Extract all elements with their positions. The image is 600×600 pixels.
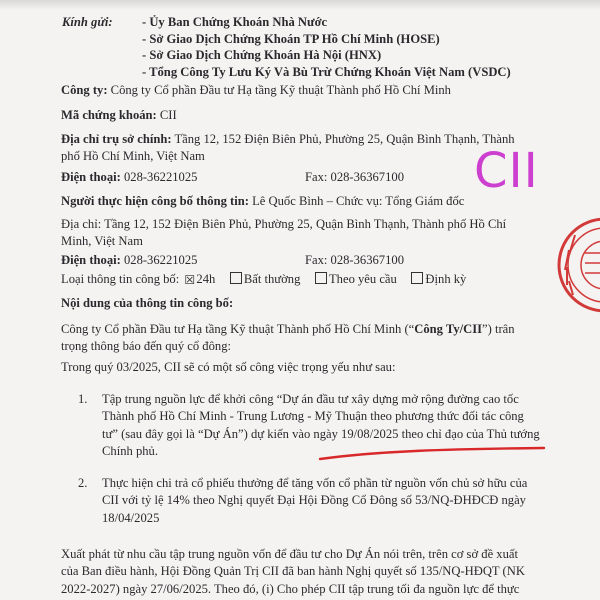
item-2	[78, 475, 580, 527]
item-2-line-3: 18/04/2025	[102, 510, 160, 525]
company-label: Công ty:	[61, 83, 108, 97]
intro-line1-a: Công ty Cổ phần Đầu tư Hạ tầng Kỹ thuật Thành phố Hồ Chí Minh (“	[61, 322, 415, 336]
item-1-line-3: tư” (sau đây gọi là “Dự Án”) dự kiến vào ngày 19/08/2025 theo chỉ đạo của Thủ tướng	[102, 426, 540, 441]
closing-paragraph	[61, 546, 578, 598]
recipient-1: - Ủy Ban Chứng Khoán Nhà Nước	[142, 15, 328, 29]
company-line	[61, 82, 578, 99]
discloser-address-line1: Địa chỉ: Tầng 12, 152 Điện Biên Phủ, Phường 25, Quận Bình Thạnh, Thành phố Hồ Chí	[61, 217, 507, 231]
company-seal-icon	[555, 215, 600, 315]
recipient-4: - Tổng Công Ty Lưu Ký Và Bù Trừ Chứng Khoán Việt Nam (VSDC)	[142, 64, 511, 79]
option-irregular: Bất thường	[243, 272, 301, 286]
item-1-line-4: Chính phủ.	[102, 444, 158, 459]
stock-code-label: Mã chứng khoán:	[61, 108, 157, 122]
fax-value-1: Fax: 028-36367100	[305, 170, 404, 184]
intro-line2: trọng thông báo đến quý cổ đông:	[61, 339, 231, 354]
hq-address-label: Địa chỉ trụ sở chính:	[61, 132, 172, 146]
closing-line-1: Xuất phát từ nhu cầu tập trung nguồn vốn để đầu tư cho Dự Án nói trên, trên cơ sở đề xuất	[61, 547, 518, 561]
closing-line-2: của Ban điều hành, Hội Đồng Quản Trị CII đã ban hành Nghị quyết số 135/NQ-HĐQT (NK	[61, 564, 525, 579]
phone-line-2	[61, 252, 578, 269]
discloser-address-line2: Minh, Việt Nam	[61, 234, 143, 249]
company-value: Công ty Cổ phần Đầu tư Hạ tầng Kỹ thuật Thành phố Hồ Chí Minh	[107, 83, 451, 97]
option-periodic: Định kỳ	[425, 272, 467, 286]
top-edge	[0, 0, 600, 10]
hq-address-line1: Tầng 12, 152 Điện Biên Phủ, Phường 25, Quận Bình Thạnh, Thành	[171, 132, 515, 146]
checkbox-24h[interactable]: ☒	[184, 273, 196, 287]
discloser-label: Người thực hiện công bố thông tin:	[61, 194, 249, 208]
discloser-address	[61, 216, 578, 251]
phone-value-1: 028-36221025	[120, 170, 198, 184]
disclosure-type-label: Loại thông tin công bố:	[61, 272, 180, 286]
fax-value-2: Fax: 028-36367100	[305, 253, 404, 267]
closing-line-3: 2022-2027) ngày 27/06/2025. Theo đó, (i) Cho phép CII tập trung tối đa nguồn lực để thực	[61, 581, 520, 596]
option-on-request: Theo yêu cầu	[328, 272, 397, 286]
item-2-line-1: Thực hiện chi trả cổ phiếu thưởng để tăng vốn cổ phần từ nguồn vốn chủ sở hữu của	[102, 476, 528, 490]
hq-address-line2: phố Hồ Chí Minh, Việt Nam	[61, 149, 205, 164]
stock-code-value: CII	[156, 108, 177, 122]
phone-value-2: 028-36221025	[120, 253, 198, 267]
phone-label-1: Điện thoại:	[61, 170, 121, 184]
red-underline-mark	[318, 445, 548, 465]
item-1-line-1: Tập trung nguồn lực để khởi công “Dự án đầu tư xây dựng mở rộng đường cao tốc	[102, 392, 519, 406]
recipient-2: - Sở Giao Dịch Chứng Khoán TP Hồ Chí Minh (HOSE)	[142, 31, 440, 46]
cii-stamp: CII	[474, 143, 539, 199]
recipients-block	[62, 14, 580, 80]
intro-company-short: Công Ty/CII	[414, 322, 483, 336]
checkbox-on-request[interactable]	[315, 272, 327, 284]
disclosure-type-line	[61, 271, 578, 288]
recipient-3: - Sở Giao Dịch Chứng Khoán Hà Nội (HNX)	[142, 48, 382, 62]
recipients-label: Kính gửi:	[62, 15, 113, 29]
checkbox-periodic[interactable]	[411, 272, 423, 284]
q3-paragraph: Trong quý 03/2025, CII sẽ có một số công việc trọng yếu như sau:	[61, 360, 396, 374]
content-heading: Nội dung của thông tin công bố:	[61, 296, 234, 310]
phone-label-2: Điện thoại:	[61, 253, 121, 267]
intro-paragraph	[61, 321, 578, 356]
discloser-value: Lê Quốc Bình – Chức vụ: Tổng Giám đốc	[248, 194, 465, 208]
item-1-number: 1.	[78, 392, 88, 406]
item-1-line-2: Thành phố Hồ Chí Minh - Trung Lương - Mỹ Thuận theo phương thức đối tác công	[102, 409, 524, 424]
item-2-number: 2.	[78, 476, 88, 490]
option-24h: 24h	[196, 272, 216, 286]
item-2-line-2: CII với tỷ lệ 14% theo Nghị quyết Đại Hội Đồng Cổ Đông số 53/NQ-ĐHĐCĐ ngày	[102, 493, 526, 508]
checkbox-irregular[interactable]	[230, 272, 242, 284]
intro-line1-c: ”) trân	[482, 322, 515, 336]
stock-code-line	[61, 107, 578, 124]
